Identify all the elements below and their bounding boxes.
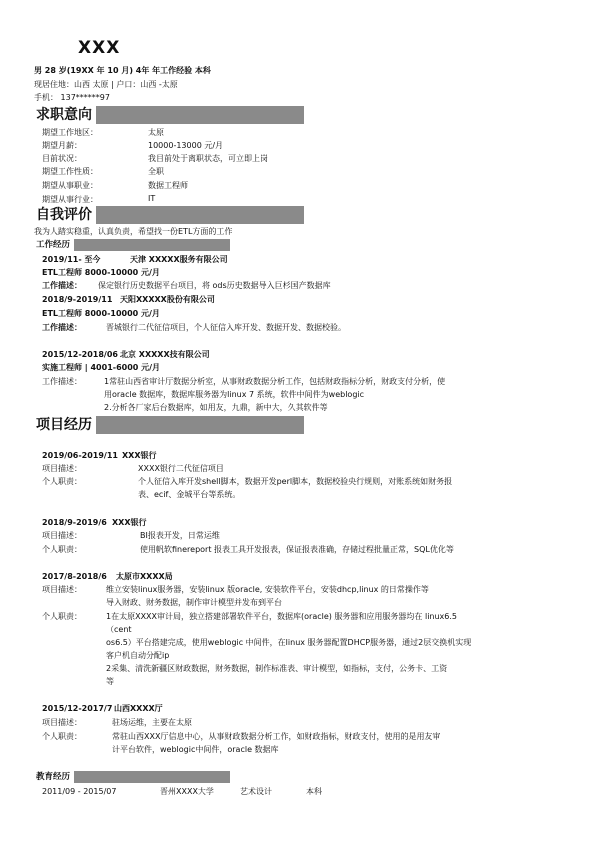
project-value: 客户机自动分配ip (106, 651, 170, 660)
project-value: 导入财政、财务数据，制作审计模型并发布到平台 (106, 598, 282, 607)
education-degree: 本科 (306, 787, 322, 796)
section-work (34, 239, 230, 251)
project-company: 太原市XXXX局 (116, 572, 173, 581)
intent-value: IT (148, 194, 156, 203)
section-education (34, 771, 230, 783)
address-line: 现居住地：山西 太原 | 户口：山西 -太原 (34, 80, 178, 89)
project-period: 2015/12-2017/7 (42, 704, 113, 713)
candidate-name: XXX (78, 38, 121, 58)
project-company: XXX银行 (122, 451, 157, 460)
intent-value: 太原 (148, 128, 164, 137)
project-company: XXX银行 (112, 518, 147, 527)
work-desc-label: 工作描述： (42, 281, 82, 290)
project-period: 2018/9-2019/6 (42, 518, 107, 527)
project-label: 个人职责： (42, 732, 82, 741)
intent-label: 目前状况： (42, 154, 82, 163)
project-label: 个人职责： (42, 545, 82, 554)
project-label: 项目描述： (42, 585, 82, 594)
section-heading: 项目经历 (36, 417, 92, 433)
project-label: 项目描述： (42, 464, 82, 473)
section-heading: 自我评价 (36, 207, 92, 223)
work-desc: 保定银行历史数据平台项目，将 ods历史数据导入巨杉国产数据库 (98, 281, 331, 290)
project-value: 计平台软件，weblogic中间件，oracle 数据库 (112, 745, 279, 754)
phone-line: 手机： 137******97 (34, 93, 110, 102)
work-title: ETL工程师 8000-10000 元/月 (42, 268, 160, 277)
project-value: 驻场运维，主要在太原 (112, 718, 192, 727)
section-heading: 求职意向 (36, 107, 92, 123)
work-company: 天津 XXXXX服务有限公司 (130, 255, 228, 264)
project-label: 个人职责： (42, 477, 82, 486)
section-projects (34, 416, 304, 434)
section-heading: 教育经历 (36, 772, 71, 782)
work-desc: 2.分析各厂家后台数据库，如用友，九鼎，新中大，久其软件等 (104, 403, 328, 412)
work-desc: 1常驻山西省审计厅数据分析室，从事财政数据分析工作，包括财政指标分析，财政支付分析，使 (104, 377, 446, 386)
intent-value: 10000-13000 元/月 (148, 141, 224, 150)
project-value: 维立安装linux服务器，安装linux 版oracle, 安装软件平台，安装dhcp,linux 的日常操作等 (106, 585, 429, 594)
project-value: 个人征信入库开发shell脚本，数据开发perl脚本，数据校验央行规则，对账系统如财务报 (138, 477, 453, 486)
project-label: 项目描述： (42, 531, 82, 540)
project-value: os6.5）平台搭建完成，使用weblogic 中间件，在linux 服务器配置DHCP服务器，通过2层交换机实现 (106, 638, 472, 647)
work-company: 天阳XXXXX股份有限公司 (120, 295, 215, 304)
intent-label: 期望从事职业： (42, 181, 98, 190)
project-value: 等 (106, 677, 114, 686)
project-value: 使用帆软finereport 报表工具开发报表，保证报表准确，存储过程批量正常，SQL优化等 (140, 545, 454, 554)
work-period: 2018/9-2019/11 (42, 295, 113, 304)
project-value: 2采集、清洗新疆区财政数据，财务数据，制作标准表、审计模型，如指标，支付，公务卡、工资 (106, 664, 448, 673)
intent-value: 全职 (148, 167, 164, 176)
project-label: 个人职责： (42, 612, 82, 621)
project-value: 表、ecif、金城平台等系统。 (138, 490, 241, 499)
self-eval-text: 我为人踏实稳重，认真负责，希望找一份ETL方面的工作 (34, 227, 233, 236)
project-period: 2017/8-2018/6 (42, 572, 107, 581)
education-school: 晋州XXXX大学 (160, 787, 214, 796)
work-desc-label: 工作描述： (42, 377, 82, 386)
section-job-intent (34, 106, 304, 124)
project-value: BI报表开发，日常运维 (140, 531, 220, 540)
work-period: 2019/11- 至今 (42, 255, 101, 264)
intent-label: 期望月薪： (42, 141, 82, 150)
intent-label: 期望从事行业： (42, 195, 98, 204)
project-value: 1在太原XXXX审计局，独立搭建部署软件平台，数据库(oracle) 服务器和应用服务器均在 linux6.5 (106, 612, 458, 621)
work-desc-label: 工作描述： (42, 323, 82, 332)
project-value: 常驻山西XXX厅信息中心，从事财政数据分析工作，如财政指标，财政支付，使用的是用友审 (112, 732, 441, 741)
education-period: 2011/09 - 2015/07 (42, 787, 117, 796)
section-self-eval (34, 206, 304, 224)
work-period: 2015/12-2018/06 (42, 350, 118, 359)
section-heading: 工作经历 (36, 240, 71, 250)
work-desc: 晋城银行二代征信项目，个人征信入库开发、数据开发、数据校验。 (106, 323, 346, 332)
project-value: （cent (106, 625, 132, 634)
project-period: 2019/06-2019/11 (42, 451, 118, 460)
project-value: XXXX银行二代征信项目 (138, 464, 224, 473)
work-desc: 用oracle 数据库，数据库服务器为linux 7 系统，软件中间件为weblogic (104, 390, 365, 399)
intent-label: 期望工作性质： (42, 167, 98, 176)
intent-value: 数据工程师 (148, 181, 188, 190)
project-label: 项目描述： (42, 718, 82, 727)
education-major: 艺术设计 (240, 787, 272, 796)
project-company: 山西XXXX厅 (114, 704, 163, 713)
work-title: ETL工程师 8000-10000 元/月 (42, 309, 160, 318)
work-company: 北京 XXXXX技有限公司 (120, 350, 210, 359)
intent-value: 我目前处于离职状态，可立即上岗 (148, 154, 268, 163)
work-title: 实施工程师 | 4001-6000 元/月 (42, 363, 161, 372)
profile-line: 男 28 岁(19XX 年 10 月) 4年 年工作经验 本科 (34, 66, 211, 75)
intent-label: 期望工作地区： (42, 128, 98, 137)
